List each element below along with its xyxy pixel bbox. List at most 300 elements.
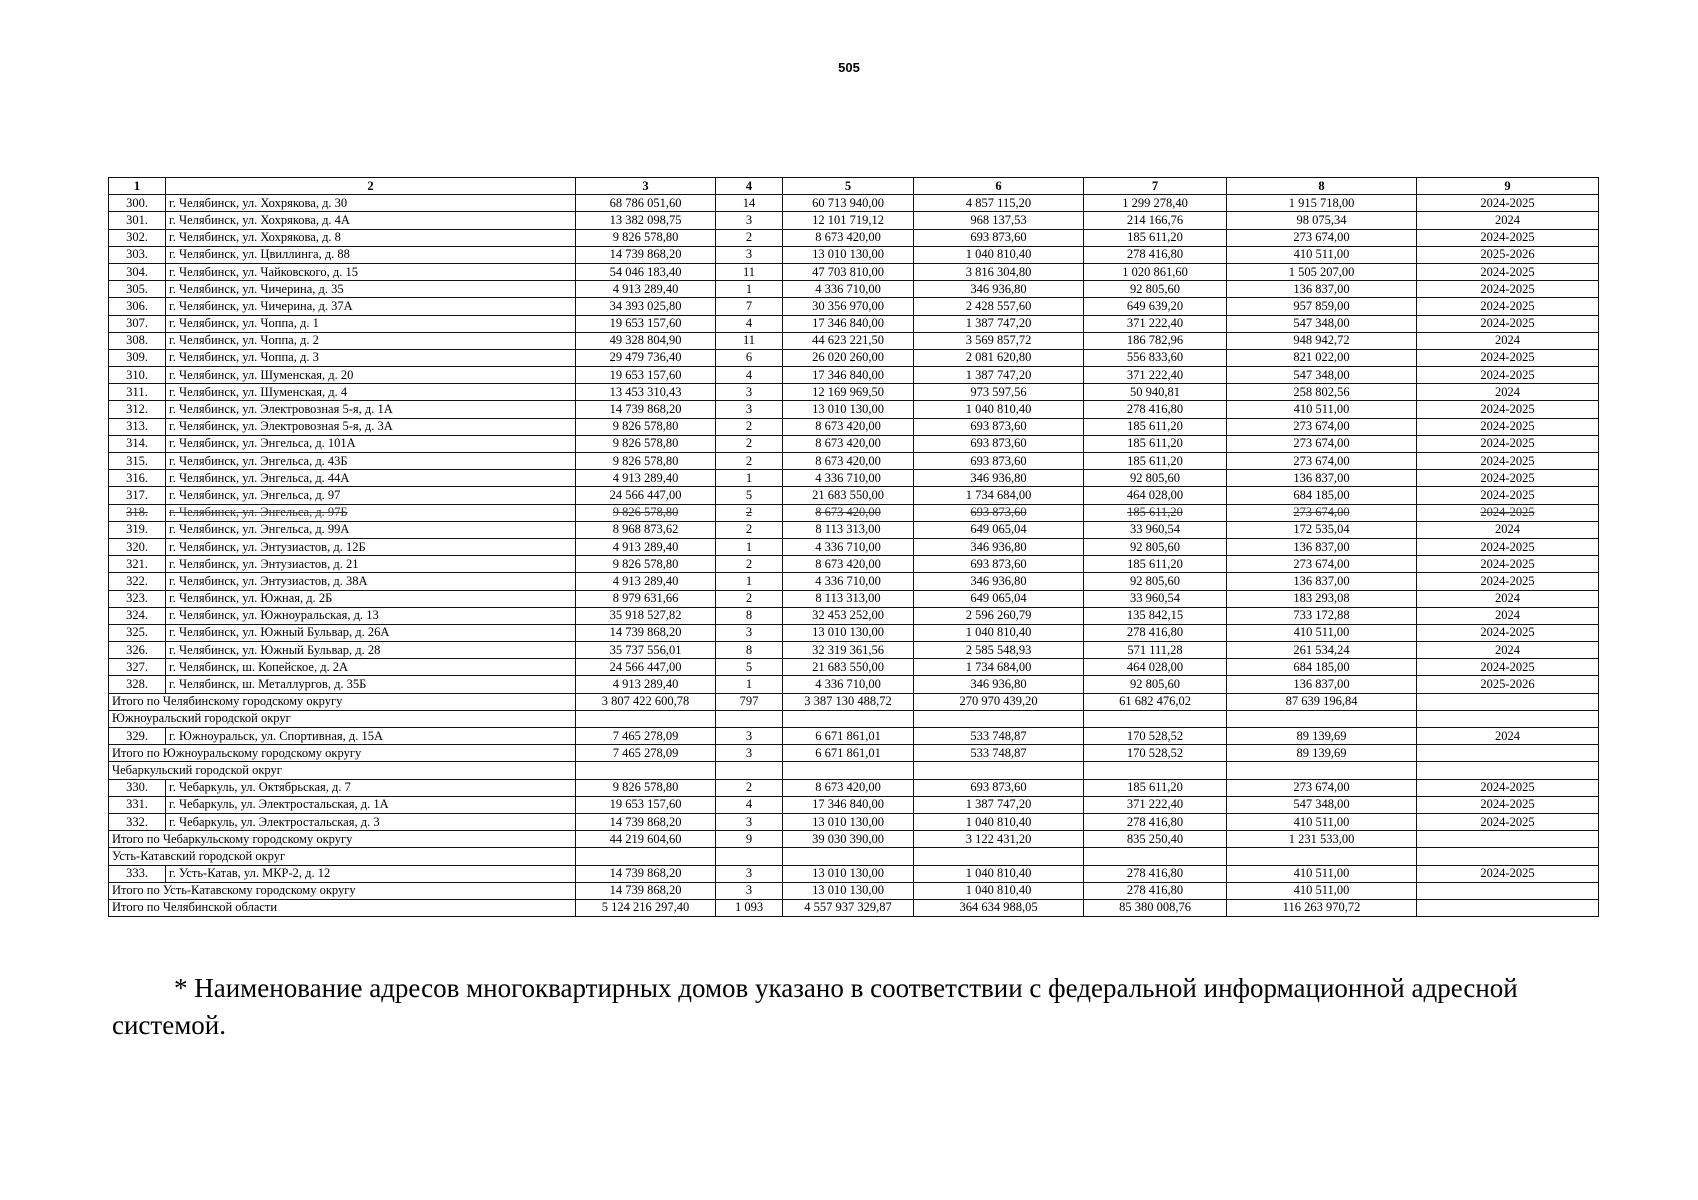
- value-cell: 1 387 747,20: [914, 367, 1084, 384]
- table-row: [109, 659, 1599, 676]
- value-cell: 1: [716, 573, 783, 590]
- value-cell: 185 611,20: [1084, 779, 1227, 796]
- address-cell: г. Челябинск, ул. Энгельса, д. 44А: [166, 470, 576, 487]
- value-cell: 13 010 130,00: [783, 813, 914, 830]
- subtotal-row: [109, 693, 1599, 710]
- value-cell: 50 940,81: [1084, 384, 1227, 401]
- value-cell: 273 674,00: [1227, 229, 1417, 246]
- value-cell: 4: [716, 367, 783, 384]
- value-cell: 8 979 631,66: [576, 590, 716, 607]
- value-cell: 136 837,00: [1227, 676, 1417, 693]
- value-cell: 371 222,40: [1084, 796, 1227, 813]
- value-cell: 35 737 556,01: [576, 642, 716, 659]
- value-cell: 1 040 810,40: [914, 246, 1084, 263]
- empty-cell: [576, 848, 716, 865]
- table-row: [109, 607, 1599, 624]
- value-cell: 1: [716, 676, 783, 693]
- section-heading-cell: Чебаркульский городской округ: [109, 762, 576, 779]
- value-cell: 24 566 447,00: [576, 487, 716, 504]
- subtotal-row: [109, 899, 1599, 916]
- value-cell: 13 010 130,00: [783, 865, 914, 882]
- value-cell: 968 137,53: [914, 212, 1084, 229]
- value-cell: 13 010 130,00: [783, 624, 914, 641]
- table-row: [109, 349, 1599, 366]
- value-cell: 2: [716, 521, 783, 538]
- value-cell: 9 826 578,80: [576, 435, 716, 452]
- value-cell: 556 833,60: [1084, 349, 1227, 366]
- value-cell: 258 802,56: [1227, 384, 1417, 401]
- subtotal-value-cell: 410 511,00: [1227, 882, 1417, 899]
- value-cell: 9 826 578,80: [576, 779, 716, 796]
- value-cell: 2: [716, 229, 783, 246]
- value-cell: 89 139,69: [1227, 728, 1417, 745]
- value-cell: 693 873,60: [914, 556, 1084, 573]
- value-cell: 1 387 747,20: [914, 796, 1084, 813]
- value-cell: 136 837,00: [1227, 573, 1417, 590]
- address-cell: г. Челябинск, ул. Энгельса, д. 97Б: [166, 504, 576, 521]
- value-cell: 30 356 970,00: [783, 298, 914, 315]
- value-cell: 8 673 420,00: [783, 229, 914, 246]
- value-cell: 13 010 130,00: [783, 246, 914, 263]
- row-number-cell: 301.: [109, 212, 166, 229]
- value-cell: 410 511,00: [1227, 813, 1417, 830]
- table-row: [109, 332, 1599, 349]
- value-cell: 1 040 810,40: [914, 865, 1084, 882]
- value-cell: 2: [716, 590, 783, 607]
- value-cell: 273 674,00: [1227, 556, 1417, 573]
- value-cell: 185 611,20: [1084, 435, 1227, 452]
- address-cell: г. Челябинск, ул. Чоппа, д. 1: [166, 315, 576, 332]
- value-cell: 92 805,60: [1084, 470, 1227, 487]
- value-cell: 170 528,52: [1084, 728, 1227, 745]
- value-cell: 3: [716, 384, 783, 401]
- value-cell: 4 336 710,00: [783, 470, 914, 487]
- value-cell: 4 913 289,40: [576, 281, 716, 298]
- row-number-cell: 326.: [109, 642, 166, 659]
- row-number-cell: 320.: [109, 538, 166, 555]
- value-cell: 4: [716, 315, 783, 332]
- row-number-cell: 331.: [109, 796, 166, 813]
- table-row: [109, 367, 1599, 384]
- value-cell: 547 348,00: [1227, 315, 1417, 332]
- value-cell: 273 674,00: [1227, 435, 1417, 452]
- value-cell: 9 826 578,80: [576, 418, 716, 435]
- empty-cell: [914, 710, 1084, 727]
- address-cell: г. Челябинск, ш. Копейское, д. 2А: [166, 659, 576, 676]
- subtotal-value-cell: 3: [716, 745, 783, 762]
- row-number-cell: 325.: [109, 624, 166, 641]
- empty-cell: [1084, 762, 1227, 779]
- value-cell: 8: [716, 607, 783, 624]
- empty-cell: [1227, 848, 1417, 865]
- value-cell: 2024-2025: [1417, 470, 1599, 487]
- address-cell: г. Челябинск, ул. Хохрякова, д. 8: [166, 229, 576, 246]
- section-heading-row: [109, 710, 1599, 727]
- subtotal-value-cell: 3 122 431,20: [914, 831, 1084, 848]
- value-cell: 185 611,20: [1084, 504, 1227, 521]
- value-cell: 371 222,40: [1084, 367, 1227, 384]
- table-row: [109, 573, 1599, 590]
- value-cell: 14 739 868,20: [576, 865, 716, 882]
- value-cell: 2: [716, 435, 783, 452]
- empty-cell: [1084, 710, 1227, 727]
- table-row: [109, 538, 1599, 555]
- row-number-cell: 302.: [109, 229, 166, 246]
- table-row: [109, 195, 1599, 212]
- address-cell: г. Чебаркуль, ул. Электростальская, д. 1А: [166, 796, 576, 813]
- value-cell: 2024-2025: [1417, 779, 1599, 796]
- table-row: [109, 521, 1599, 538]
- value-cell: 693 873,60: [914, 229, 1084, 246]
- value-cell: 2024-2025: [1417, 659, 1599, 676]
- value-cell: 214 166,76: [1084, 212, 1227, 229]
- value-cell: 4 336 710,00: [783, 281, 914, 298]
- row-number-cell: 316.: [109, 470, 166, 487]
- subtotal-value-cell: 13 010 130,00: [783, 882, 914, 899]
- value-cell: 29 479 736,40: [576, 349, 716, 366]
- address-cell: г. Челябинск, ул. Электровозная 5-я, д. 3А: [166, 418, 576, 435]
- value-cell: 8 673 420,00: [783, 504, 914, 521]
- row-number-cell: 303.: [109, 246, 166, 263]
- value-cell: 273 674,00: [1227, 453, 1417, 470]
- value-cell: 7: [716, 298, 783, 315]
- address-cell: г. Челябинск, ул. Южный Бульвар, д. 28: [166, 642, 576, 659]
- column-header: 1: [109, 178, 166, 195]
- address-cell: г. Челябинск, ул. Энгельса, д. 97: [166, 487, 576, 504]
- value-cell: 1: [716, 538, 783, 555]
- value-cell: 14 739 868,20: [576, 813, 716, 830]
- subtotal-value-cell: 7 465 278,09: [576, 745, 716, 762]
- column-number-row: [109, 178, 1599, 195]
- address-cell: г. Челябинск, ул. Энтузиастов, д. 38А: [166, 573, 576, 590]
- value-cell: 973 597,56: [914, 384, 1084, 401]
- column-header: 3: [576, 178, 716, 195]
- table-row: [109, 470, 1599, 487]
- empty-cell: [1227, 710, 1417, 727]
- value-cell: 346 936,80: [914, 281, 1084, 298]
- value-cell: 8 113 313,00: [783, 590, 914, 607]
- empty-cell: [914, 762, 1084, 779]
- value-cell: 8 673 420,00: [783, 453, 914, 470]
- value-cell: 649 065,04: [914, 521, 1084, 538]
- value-cell: 98 075,34: [1227, 212, 1417, 229]
- value-cell: 2 081 620,80: [914, 349, 1084, 366]
- value-cell: 464 028,00: [1084, 487, 1227, 504]
- address-cell: г. Челябинск, ул. Южная, д. 2Б: [166, 590, 576, 607]
- value-cell: 32 453 252,00: [783, 607, 914, 624]
- value-cell: 2024-2025: [1417, 865, 1599, 882]
- subtotal-value-cell: 61 682 476,02: [1084, 693, 1227, 710]
- value-cell: 1 734 684,00: [914, 659, 1084, 676]
- value-cell: 2024: [1417, 728, 1599, 745]
- value-cell: 948 942,72: [1227, 332, 1417, 349]
- value-cell: 2: [716, 779, 783, 796]
- value-cell: 13 453 310,43: [576, 384, 716, 401]
- row-number-cell: 306.: [109, 298, 166, 315]
- value-cell: 2: [716, 504, 783, 521]
- value-cell: 693 873,60: [914, 435, 1084, 452]
- section-heading-row: [109, 762, 1599, 779]
- empty-cell: [783, 710, 914, 727]
- value-cell: 273 674,00: [1227, 504, 1417, 521]
- housing-register-table: [108, 177, 1599, 917]
- empty-cell: [1417, 848, 1599, 865]
- value-cell: 2024-2025: [1417, 453, 1599, 470]
- empty-cell: [1417, 762, 1599, 779]
- table-row: [109, 246, 1599, 263]
- value-cell: 346 936,80: [914, 676, 1084, 693]
- value-cell: 8 673 420,00: [783, 418, 914, 435]
- value-cell: 14 739 868,20: [576, 624, 716, 641]
- value-cell: 2024: [1417, 607, 1599, 624]
- value-cell: 2024-2025: [1417, 298, 1599, 315]
- row-number-cell: 314.: [109, 435, 166, 452]
- row-number-cell: 309.: [109, 349, 166, 366]
- address-cell: г. Челябинск, ш. Металлургов, д. 35Б: [166, 676, 576, 693]
- table-row: [109, 435, 1599, 452]
- value-cell: 1 387 747,20: [914, 315, 1084, 332]
- value-cell: 44 623 221,50: [783, 332, 914, 349]
- subtotal-row: [109, 882, 1599, 899]
- table-row: [109, 779, 1599, 796]
- value-cell: 49 328 804,90: [576, 332, 716, 349]
- value-cell: 135 842,15: [1084, 607, 1227, 624]
- value-cell: 346 936,80: [914, 573, 1084, 590]
- value-cell: 13 010 130,00: [783, 401, 914, 418]
- table-row: [109, 504, 1599, 521]
- subtotal-value-cell: 89 139,69: [1227, 745, 1417, 762]
- value-cell: 3: [716, 728, 783, 745]
- value-cell: 278 416,80: [1084, 813, 1227, 830]
- value-cell: 4 336 710,00: [783, 573, 914, 590]
- value-cell: 2024: [1417, 642, 1599, 659]
- value-cell: 2024-2025: [1417, 401, 1599, 418]
- value-cell: 6 671 861,01: [783, 728, 914, 745]
- value-cell: 136 837,00: [1227, 538, 1417, 555]
- table-row: [109, 229, 1599, 246]
- row-number-cell: 315.: [109, 453, 166, 470]
- value-cell: 2024-2025: [1417, 624, 1599, 641]
- column-header: 9: [1417, 178, 1599, 195]
- value-cell: 4 857 115,20: [914, 195, 1084, 212]
- value-cell: 1 734 684,00: [914, 487, 1084, 504]
- value-cell: 185 611,20: [1084, 418, 1227, 435]
- value-cell: 12 101 719,12: [783, 212, 914, 229]
- empty-cell: [1084, 848, 1227, 865]
- value-cell: 2024-2025: [1417, 195, 1599, 212]
- address-cell: г. Челябинск, ул. Шуменская, д. 4: [166, 384, 576, 401]
- value-cell: 273 674,00: [1227, 779, 1417, 796]
- address-cell: г. Челябинск, ул. Хохрякова, д. 4А: [166, 212, 576, 229]
- value-cell: 2024-2025: [1417, 556, 1599, 573]
- value-cell: 3 569 857,72: [914, 332, 1084, 349]
- row-number-cell: 327.: [109, 659, 166, 676]
- address-cell: г. Челябинск, ул. Чоппа, д. 2: [166, 332, 576, 349]
- value-cell: 2025-2026: [1417, 246, 1599, 263]
- subtotal-value-cell: 533 748,87: [914, 745, 1084, 762]
- value-cell: 410 511,00: [1227, 401, 1417, 418]
- empty-cell: [1227, 762, 1417, 779]
- table-body: [109, 195, 1599, 917]
- value-cell: 17 346 840,00: [783, 315, 914, 332]
- subtotal-value-cell: 3 807 422 600,78: [576, 693, 716, 710]
- table-row: [109, 642, 1599, 659]
- value-cell: 2024-2025: [1417, 487, 1599, 504]
- address-cell: г. Челябинск, ул. Энтузиастов, д. 12Б: [166, 538, 576, 555]
- value-cell: 5: [716, 487, 783, 504]
- subtotal-value-cell: 3: [716, 882, 783, 899]
- subtotal-row: [109, 831, 1599, 848]
- section-heading-cell: Южноуральский городской округ: [109, 710, 576, 727]
- table-row: [109, 281, 1599, 298]
- table-row: [109, 453, 1599, 470]
- value-cell: 2024: [1417, 521, 1599, 538]
- subtotal-value-cell: 85 380 008,76: [1084, 899, 1227, 916]
- subtotal-value-cell: [1417, 831, 1599, 848]
- column-header: 4: [716, 178, 783, 195]
- table-row: [109, 487, 1599, 504]
- value-cell: 11: [716, 263, 783, 280]
- row-number-cell: 328.: [109, 676, 166, 693]
- column-header: 7: [1084, 178, 1227, 195]
- value-cell: 2 596 260,79: [914, 607, 1084, 624]
- value-cell: 19 653 157,60: [576, 367, 716, 384]
- address-cell: г. Челябинск, ул. Хохрякова, д. 30: [166, 195, 576, 212]
- value-cell: 5: [716, 659, 783, 676]
- value-cell: 92 805,60: [1084, 281, 1227, 298]
- value-cell: 24 566 447,00: [576, 659, 716, 676]
- subtotal-value-cell: 6 671 861,01: [783, 745, 914, 762]
- value-cell: 9 826 578,80: [576, 229, 716, 246]
- subtotal-label-cell: Итого по Челябинскому городскому округу: [109, 693, 576, 710]
- value-cell: 1 505 207,00: [1227, 263, 1417, 280]
- value-cell: 26 020 260,00: [783, 349, 914, 366]
- subtotal-value-cell: [1417, 693, 1599, 710]
- table-row: [109, 728, 1599, 745]
- address-cell: г. Челябинск, ул. Южноуральская, д. 13: [166, 607, 576, 624]
- subtotal-value-cell: 364 634 988,05: [914, 899, 1084, 916]
- value-cell: 2024-2025: [1417, 315, 1599, 332]
- address-cell: г. Челябинск, ул. Энгельса, д. 99А: [166, 521, 576, 538]
- subtotal-value-cell: 278 416,80: [1084, 882, 1227, 899]
- value-cell: 3: [716, 813, 783, 830]
- empty-cell: [1417, 710, 1599, 727]
- value-cell: 14: [716, 195, 783, 212]
- value-cell: 14 739 868,20: [576, 401, 716, 418]
- address-cell: г. Челябинск, ул. Чичерина, д. 37А: [166, 298, 576, 315]
- value-cell: 4 913 289,40: [576, 573, 716, 590]
- value-cell: 693 873,60: [914, 779, 1084, 796]
- subtotal-label-cell: Итого по Усть-Катавскому городскому округу: [109, 882, 576, 899]
- subtotal-value-cell: 170 528,52: [1084, 745, 1227, 762]
- row-number-cell: 330.: [109, 779, 166, 796]
- column-header: 6: [914, 178, 1084, 195]
- value-cell: 19 653 157,60: [576, 315, 716, 332]
- value-cell: 2024: [1417, 384, 1599, 401]
- value-cell: 278 416,80: [1084, 401, 1227, 418]
- value-cell: 33 960,54: [1084, 590, 1227, 607]
- value-cell: 12 169 969,50: [783, 384, 914, 401]
- address-cell: г. Челябинск, ул. Электровозная 5-я, д. 1А: [166, 401, 576, 418]
- value-cell: 1 040 810,40: [914, 624, 1084, 641]
- table-row: [109, 796, 1599, 813]
- value-cell: 2: [716, 453, 783, 470]
- value-cell: 4 336 710,00: [783, 538, 914, 555]
- value-cell: 21 683 550,00: [783, 659, 914, 676]
- subtotal-value-cell: 1 093: [716, 899, 783, 916]
- value-cell: 261 534,24: [1227, 642, 1417, 659]
- value-cell: 34 393 025,80: [576, 298, 716, 315]
- address-cell: г. Челябинск, ул. Чоппа, д. 3: [166, 349, 576, 366]
- value-cell: 2024-2025: [1417, 796, 1599, 813]
- value-cell: 60 713 940,00: [783, 195, 914, 212]
- page-number: 505: [838, 60, 860, 75]
- row-number-cell: 305.: [109, 281, 166, 298]
- value-cell: 9 826 578,80: [576, 556, 716, 573]
- table-row: [109, 556, 1599, 573]
- row-number-cell: 318.: [109, 504, 166, 521]
- value-cell: 684 185,00: [1227, 487, 1417, 504]
- table-row: [109, 418, 1599, 435]
- row-number-cell: 308.: [109, 332, 166, 349]
- address-cell: г. Челябинск, ул. Чичерина, д. 35: [166, 281, 576, 298]
- value-cell: 32 319 361,56: [783, 642, 914, 659]
- value-cell: 136 837,00: [1227, 281, 1417, 298]
- value-cell: 14 739 868,20: [576, 246, 716, 263]
- row-number-cell: 310.: [109, 367, 166, 384]
- row-number-cell: 312.: [109, 401, 166, 418]
- value-cell: 2024-2025: [1417, 281, 1599, 298]
- value-cell: 2024-2025: [1417, 229, 1599, 246]
- value-cell: 649 639,20: [1084, 298, 1227, 315]
- value-cell: 4 913 289,40: [576, 676, 716, 693]
- subtotal-value-cell: 116 263 970,72: [1227, 899, 1417, 916]
- subtotal-value-cell: 44 219 604,60: [576, 831, 716, 848]
- table-row: [109, 263, 1599, 280]
- value-cell: 7 465 278,09: [576, 728, 716, 745]
- address-cell: г. Чебаркуль, ул. Электростальская, д. 3: [166, 813, 576, 830]
- subtotal-value-cell: 797: [716, 693, 783, 710]
- subtotal-value-cell: 9: [716, 831, 783, 848]
- subtotal-value-cell: 87 639 196,84: [1227, 693, 1417, 710]
- empty-cell: [914, 848, 1084, 865]
- value-cell: 47 703 810,00: [783, 263, 914, 280]
- row-number-cell: 317.: [109, 487, 166, 504]
- value-cell: 571 111,28: [1084, 642, 1227, 659]
- table-row: [109, 401, 1599, 418]
- address-cell: г. Усть-Катав, ул. МКР-2, д. 12: [166, 865, 576, 882]
- value-cell: 8 113 313,00: [783, 521, 914, 538]
- subtotal-label-cell: Итого по Чебаркульскому городскому округу: [109, 831, 576, 848]
- value-cell: 19 653 157,60: [576, 796, 716, 813]
- table-row: [109, 384, 1599, 401]
- subtotal-value-cell: 835 250,40: [1084, 831, 1227, 848]
- value-cell: 533 748,87: [914, 728, 1084, 745]
- value-cell: 21 683 550,00: [783, 487, 914, 504]
- column-header: 5: [783, 178, 914, 195]
- value-cell: 136 837,00: [1227, 470, 1417, 487]
- value-cell: 2024: [1417, 332, 1599, 349]
- empty-cell: [716, 848, 783, 865]
- empty-cell: [576, 710, 716, 727]
- address-cell: г. Челябинск, ул. Энтузиастов, д. 21: [166, 556, 576, 573]
- value-cell: 3: [716, 401, 783, 418]
- address-cell: г. Челябинск, ул. Цвиллинга, д. 88: [166, 246, 576, 263]
- empty-cell: [716, 710, 783, 727]
- table-row: [109, 212, 1599, 229]
- row-number-cell: 329.: [109, 728, 166, 745]
- value-cell: 1: [716, 470, 783, 487]
